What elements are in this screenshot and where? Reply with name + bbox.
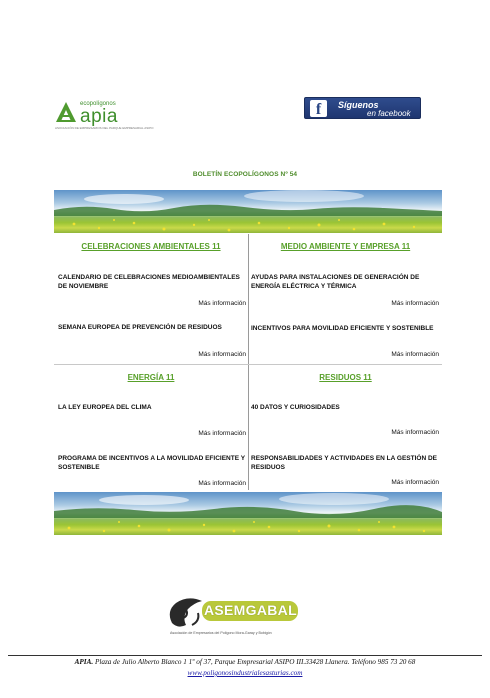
item-responsabilidades-residuos: RESPONSABILIDADES Y ACTIVIDADES EN LA GESTIÓN DE RESIDUOS [251, 455, 437, 471]
apia-logo [55, 98, 154, 132]
logo-tagline: ASOCIACIÓN DE EMPRESARIOS DEL PARQUE EMPRESARIAL ASIPO [55, 126, 154, 130]
footer-divider [8, 655, 482, 656]
asemgabal-tagline: Asociación de Empresarios del Polígono Mora-Garay y Bobigón [170, 631, 272, 635]
footer-org: APIA. [74, 658, 94, 666]
more-info-link[interactable]: Más información [391, 479, 439, 486]
item-calendario-celebraciones: CALENDARIO DE CELEBRACIONES MEDIOAMBIENTALES DE NOVIEMBRE [58, 274, 240, 290]
asemgabal-name: ASEMGABAL [204, 602, 297, 618]
asemgabal-logo [166, 595, 300, 643]
apia-triangle-icon [55, 101, 77, 123]
more-info-link[interactable]: Más información [391, 300, 439, 307]
item-40-datos: 40 DATOS Y CURIOSIDADES [251, 404, 340, 411]
column-divider [248, 234, 249, 490]
section-medio-ambiente-empresa[interactable]: MEDIO AMBIENTE Y EMPRESA 11 [280, 242, 411, 251]
landscape-banner-top [54, 190, 442, 233]
item-ayudas-instalaciones: AYUDAS PARA INSTALACIONES DE GENERACIÓN DE ENERGÍA ELÉCTRICA Y TÉRMICA [251, 274, 420, 290]
bulletin-title: BOLETÍN ECOPOLÍGONOS Nº 54 [192, 171, 298, 178]
facebook-icon: f [310, 100, 327, 117]
item-programa-incentivos: PROGRAMA DE INCENTIVOS A LA MOVILIDAD EFICIENTE Y SOSTENIBLE [58, 455, 245, 471]
facebook-follow-button[interactable] [304, 97, 421, 119]
section-celebraciones-ambientales[interactable]: CELEBRACIONES AMBIENTALES 11 [81, 242, 221, 251]
footer-website-link[interactable]: www.poligonosindustrialesasturias.com [187, 669, 303, 677]
more-info-link[interactable]: Más información [391, 429, 439, 436]
more-info-link[interactable]: Más información [198, 430, 246, 437]
facebook-label-line1: Síguenos [338, 100, 379, 110]
logo-small-text: ecopolígonos [80, 101, 116, 107]
section-energia[interactable]: ENERGÍA 11 [127, 373, 175, 382]
footer-address-text: Plaza de Julio Alberto Blanco 1 1º of 37, Parque Empresarial ASIPO III.33428 Llanera. Teléfono 985 73 20 68 [93, 658, 416, 666]
logo-big-text: apia [80, 106, 118, 127]
item-incentivos-movilidad: INCENTIVOS PARA MOVILIDAD EFICIENTE Y SOSTENIBLE [251, 325, 434, 332]
facebook-label-line2: en facebook [367, 109, 411, 118]
more-info-link[interactable]: Más información [391, 351, 439, 358]
item-ley-europea-clima: LA LEY EUROPEA DEL CLIMA [58, 404, 152, 411]
landscape-banner-bottom [54, 492, 442, 535]
section-residuos[interactable]: RESIDUOS 11 [319, 373, 372, 382]
more-info-link[interactable]: Más información [198, 480, 246, 487]
more-info-link[interactable]: Más información [198, 300, 246, 307]
item-semana-europea: SEMANA EUROPEA DE PREVENCIÓN DE RESIDUOS [58, 324, 222, 331]
row-divider [54, 364, 442, 365]
more-info-link[interactable]: Más información [198, 351, 246, 358]
footer-address [0, 658, 490, 666]
